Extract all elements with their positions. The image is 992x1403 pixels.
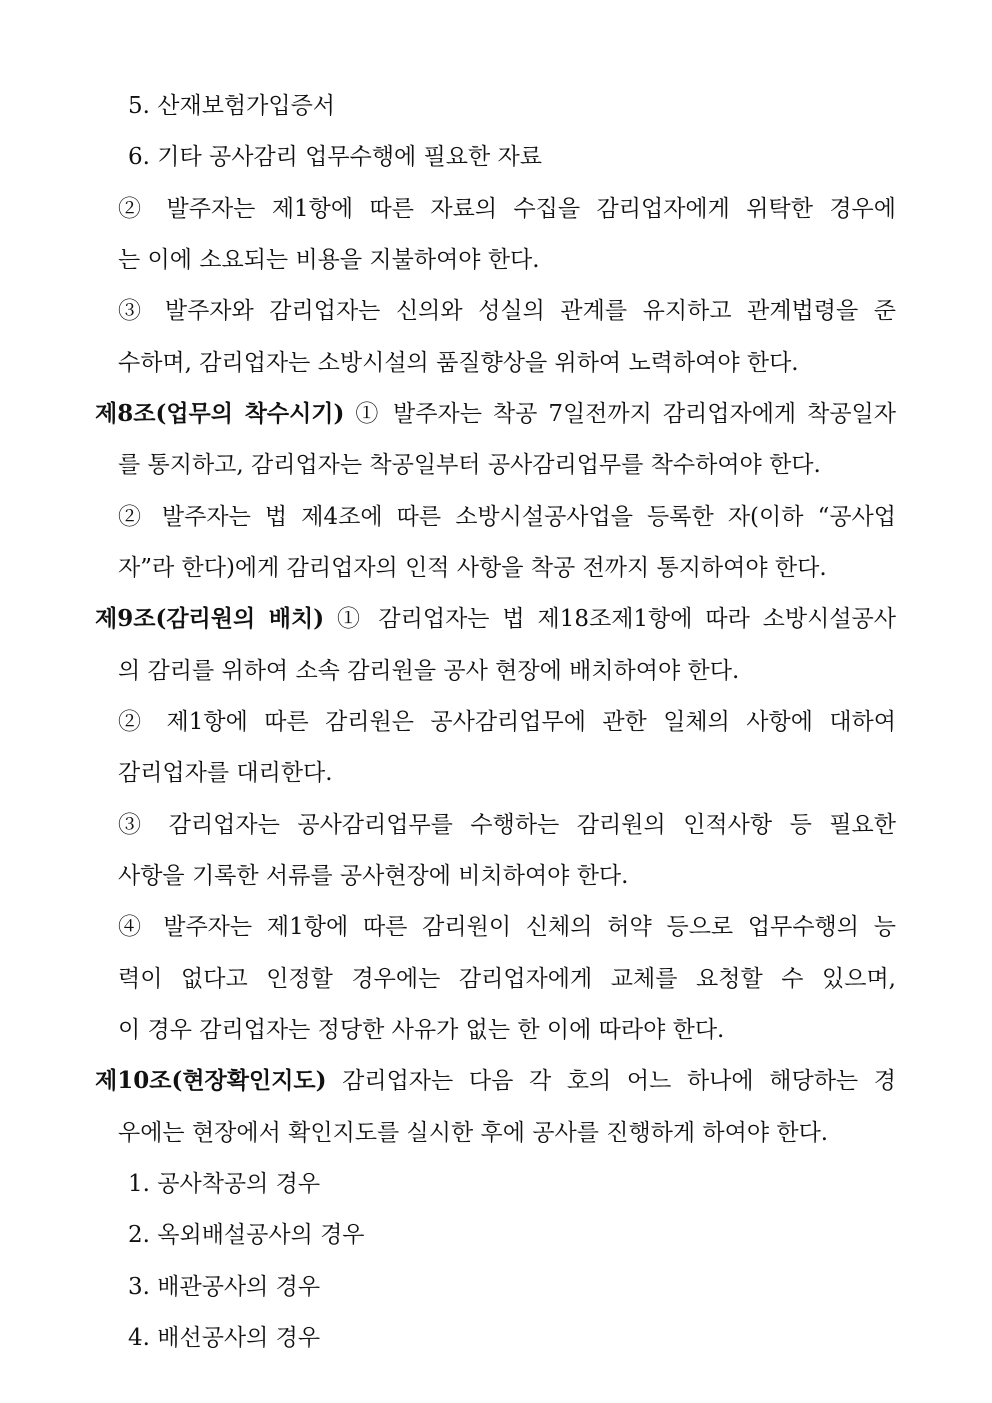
article-9-paragraph-4-cont: 력이 없다고 인정할 경우에는 감리업자에게 교체를 요청할 수 있으며, bbox=[118, 966, 896, 992]
article-8-paragraph-2-cont: 자”라 한다)에게 감리업자의 인적 사항을 착공 전까지 통지하여야 한다. bbox=[118, 555, 827, 581]
paragraph-3-cont: 수하며, 감리업자는 소방시설의 품질향상을 위하여 노력하여야 한다. bbox=[118, 350, 799, 376]
article-9-paragraph-2-cont: 감리업자를 대리한다. bbox=[118, 760, 333, 786]
article-9-paragraph-2: ② 제1항에 따른 감리원은 공사감리업무에 관한 일체의 사항에 대하여 bbox=[118, 709, 896, 735]
article-9-paragraph-4: ④ 발주자는 제1항에 따른 감리원이 신체의 허약 등으로 업무수행의 능 bbox=[118, 914, 896, 940]
paragraph-3: ③ 발주자와 감리업자는 신의와 성실의 관계를 유지하고 관계법령을 준 bbox=[118, 298, 896, 324]
article-9-paragraph-3: ③ 감리업자는 공사감리업무를 수행하는 감리원의 인적사항 등 필요한 bbox=[118, 812, 896, 838]
article-8-paragraph-2: ② 발주자는 법 제4조에 따른 소방시설공사업을 등록한 자(이하 “공사업 bbox=[118, 504, 896, 530]
list-item-3: 3. 배관공사의 경우 bbox=[128, 1274, 321, 1300]
list-item-2: 2. 옥외배설공사의 경우 bbox=[128, 1222, 365, 1248]
article-9-heading: 제9조(감리원의 배치) bbox=[95, 605, 325, 632]
paragraph-2-cont: 는 이에 소요되는 비용을 지불하여야 한다. bbox=[118, 247, 540, 273]
article-9: 제9조(감리원의 배치) ① 감리업자는 법 제18조제1항에 따라 소방시설공사 bbox=[95, 605, 896, 632]
paragraph-2: ② 발주자는 제1항에 따른 자료의 수집을 감리업자에게 위탁한 경우에 bbox=[118, 196, 896, 222]
article-9-paragraph-3-cont: 사항을 기록한 서류를 공사현장에 비치하여야 한다. bbox=[118, 863, 629, 889]
article-10-heading: 제10조(현장확인지도) bbox=[95, 1067, 327, 1094]
article-10-cont: 우에는 현장에서 확인지도를 실시한 후에 공사를 진행하게 하여야 한다. bbox=[118, 1120, 829, 1146]
list-item-4: 4. 배선공사의 경우 bbox=[128, 1325, 321, 1351]
article-9-cont: 의 감리를 위하여 소속 감리원을 공사 현장에 배치하여야 한다. bbox=[118, 658, 740, 684]
article-8: 제8조(업무의 착수시기) ① 발주자는 착공 7일전까지 감리업자에게 착공일자 bbox=[95, 400, 896, 427]
article-8-heading: 제8조(업무의 착수시기) bbox=[95, 400, 345, 427]
list-item-1: 1. 공사착공의 경우 bbox=[128, 1171, 321, 1197]
article-8-cont: 를 통지하고, 감리업자는 착공일부터 공사감리업무를 착수하여야 한다. bbox=[118, 452, 821, 478]
article-10: 제10조(현장확인지도) 감리업자는 다음 각 호의 어느 하나에 해당하는 경 bbox=[95, 1067, 896, 1094]
article-9-paragraph-4-cont-2: 이 경우 감리업자는 정당한 사유가 없는 한 이에 따라야 한다. bbox=[118, 1017, 725, 1043]
list-item-6: 6. 기타 공사감리 업무수행에 필요한 자료 bbox=[128, 144, 542, 170]
list-item-5: 5. 산재보험가입증서 bbox=[128, 93, 335, 119]
